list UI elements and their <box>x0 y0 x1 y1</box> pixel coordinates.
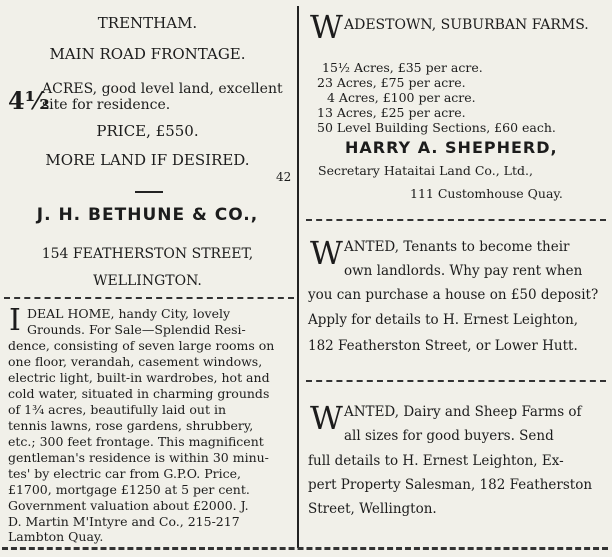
trentham-code: 42 <box>276 170 292 184</box>
wadestown-line: 23 Acres, £75 per acre. <box>317 75 466 90</box>
dairy-initial: W <box>310 399 343 437</box>
wadestown-line: 50 Level Building Sections, £60 each. <box>317 120 556 135</box>
tenants-initial: W <box>310 234 343 272</box>
tenants-line: ANTED, Tenants to become their <box>344 239 570 255</box>
trentham-city: WELLINGTON. <box>93 273 202 289</box>
tenants-line: Apply for details to H. Ernest Leighton, <box>308 312 579 328</box>
wadestown-line: 15½ Acres, £35 per acre. <box>322 60 483 75</box>
tenants-line: you can purchase a house on £50 deposit? <box>308 287 599 303</box>
dairy-line: pert Property Salesman, 182 Featherston <box>308 477 593 493</box>
section-divider <box>306 380 606 382</box>
dairy-line: full details to H. Ernest Leighton, Ex- <box>308 453 564 469</box>
trentham-line1: ACRES, good level land, excellent <box>42 81 283 97</box>
ideal-line: cold water, situated in charming grounds <box>8 386 270 401</box>
dairy-line: ANTED, Dairy and Sheep Farms of <box>344 404 582 420</box>
ideal-line: Grounds. For Sale—Splendid Resi- <box>27 322 246 337</box>
trentham-subtitle: MAIN ROAD FRONTAGE. <box>49 45 246 63</box>
ideal-line: one floor, verandah, casement windows, <box>8 354 263 369</box>
wadestown-agent: HARRY A. SHEPHERD, <box>345 138 558 157</box>
tenants-line: 182 Featherston Street, or Lower Hutt. <box>308 338 578 354</box>
wadestown-role: Secretary Hataitai Land Co., Ltd., <box>318 163 533 178</box>
ideal-line: tennis lawns, rose gardens, shrubbery, <box>8 418 254 433</box>
column-divider <box>297 6 299 548</box>
section-divider <box>306 219 606 221</box>
wadestown-line: 4 Acres, £100 per acre. <box>327 90 476 105</box>
short-rule <box>135 191 163 193</box>
ideal-line: D. Martin M'Intyre and Co., 215-217 <box>8 514 240 529</box>
wadestown-line: 13 Acres, £25 per acre. <box>317 105 466 120</box>
wadestown-address: 111 Customhouse Quay. <box>410 186 563 201</box>
ideal-line: tes' by electric car from G.P.O. Price, <box>8 466 241 481</box>
trentham-more: MORE LAND IF DESIRED. <box>45 151 250 169</box>
bottom-rule <box>2 547 608 550</box>
wadestown-initial: W <box>310 8 343 46</box>
dairy-line: Street, Wellington. <box>308 501 437 517</box>
ideal-line: etc.; 300 feet frontage. This magnificent <box>8 434 264 449</box>
tenants-line: own landlords. Why pay rent when <box>344 263 583 279</box>
ideal-line: Government valuation about £2000. J. <box>8 498 249 513</box>
ideal-line: of 1¾ acres, beautifully laid out in <box>8 402 227 417</box>
ideal-line: Lambton Quay. <box>8 529 104 544</box>
trentham-agent: J. H. BETHUNE & CO., <box>36 205 259 225</box>
ideal-initial: I <box>9 303 21 338</box>
ideal-line: £1700, mortgage £1250 at 5 per cent. <box>8 482 250 497</box>
trentham-title: TRENTHAM. <box>97 14 198 32</box>
ideal-line: dence, consisting of seven large rooms on <box>8 338 275 353</box>
ideal-line: gentleman's residence is within 30 minu- <box>8 450 269 465</box>
ideal-line: electric light, built-in wardrobes, hot and <box>8 370 270 385</box>
trentham-line2: site for residence. <box>42 97 171 113</box>
ideal-line: DEAL HOME, handy City, lovely <box>27 306 231 321</box>
trentham-address: 154 FEATHERSTON STREET, <box>41 246 254 262</box>
wadestown-heading: ADESTOWN, SUBURBAN FARMS. <box>344 17 589 33</box>
section-divider <box>4 297 294 299</box>
trentham-price: PRICE, £550. <box>96 122 199 140</box>
dairy-line: all sizes for good buyers. Send <box>344 428 554 444</box>
trentham-fraction: 4½ <box>8 86 50 115</box>
